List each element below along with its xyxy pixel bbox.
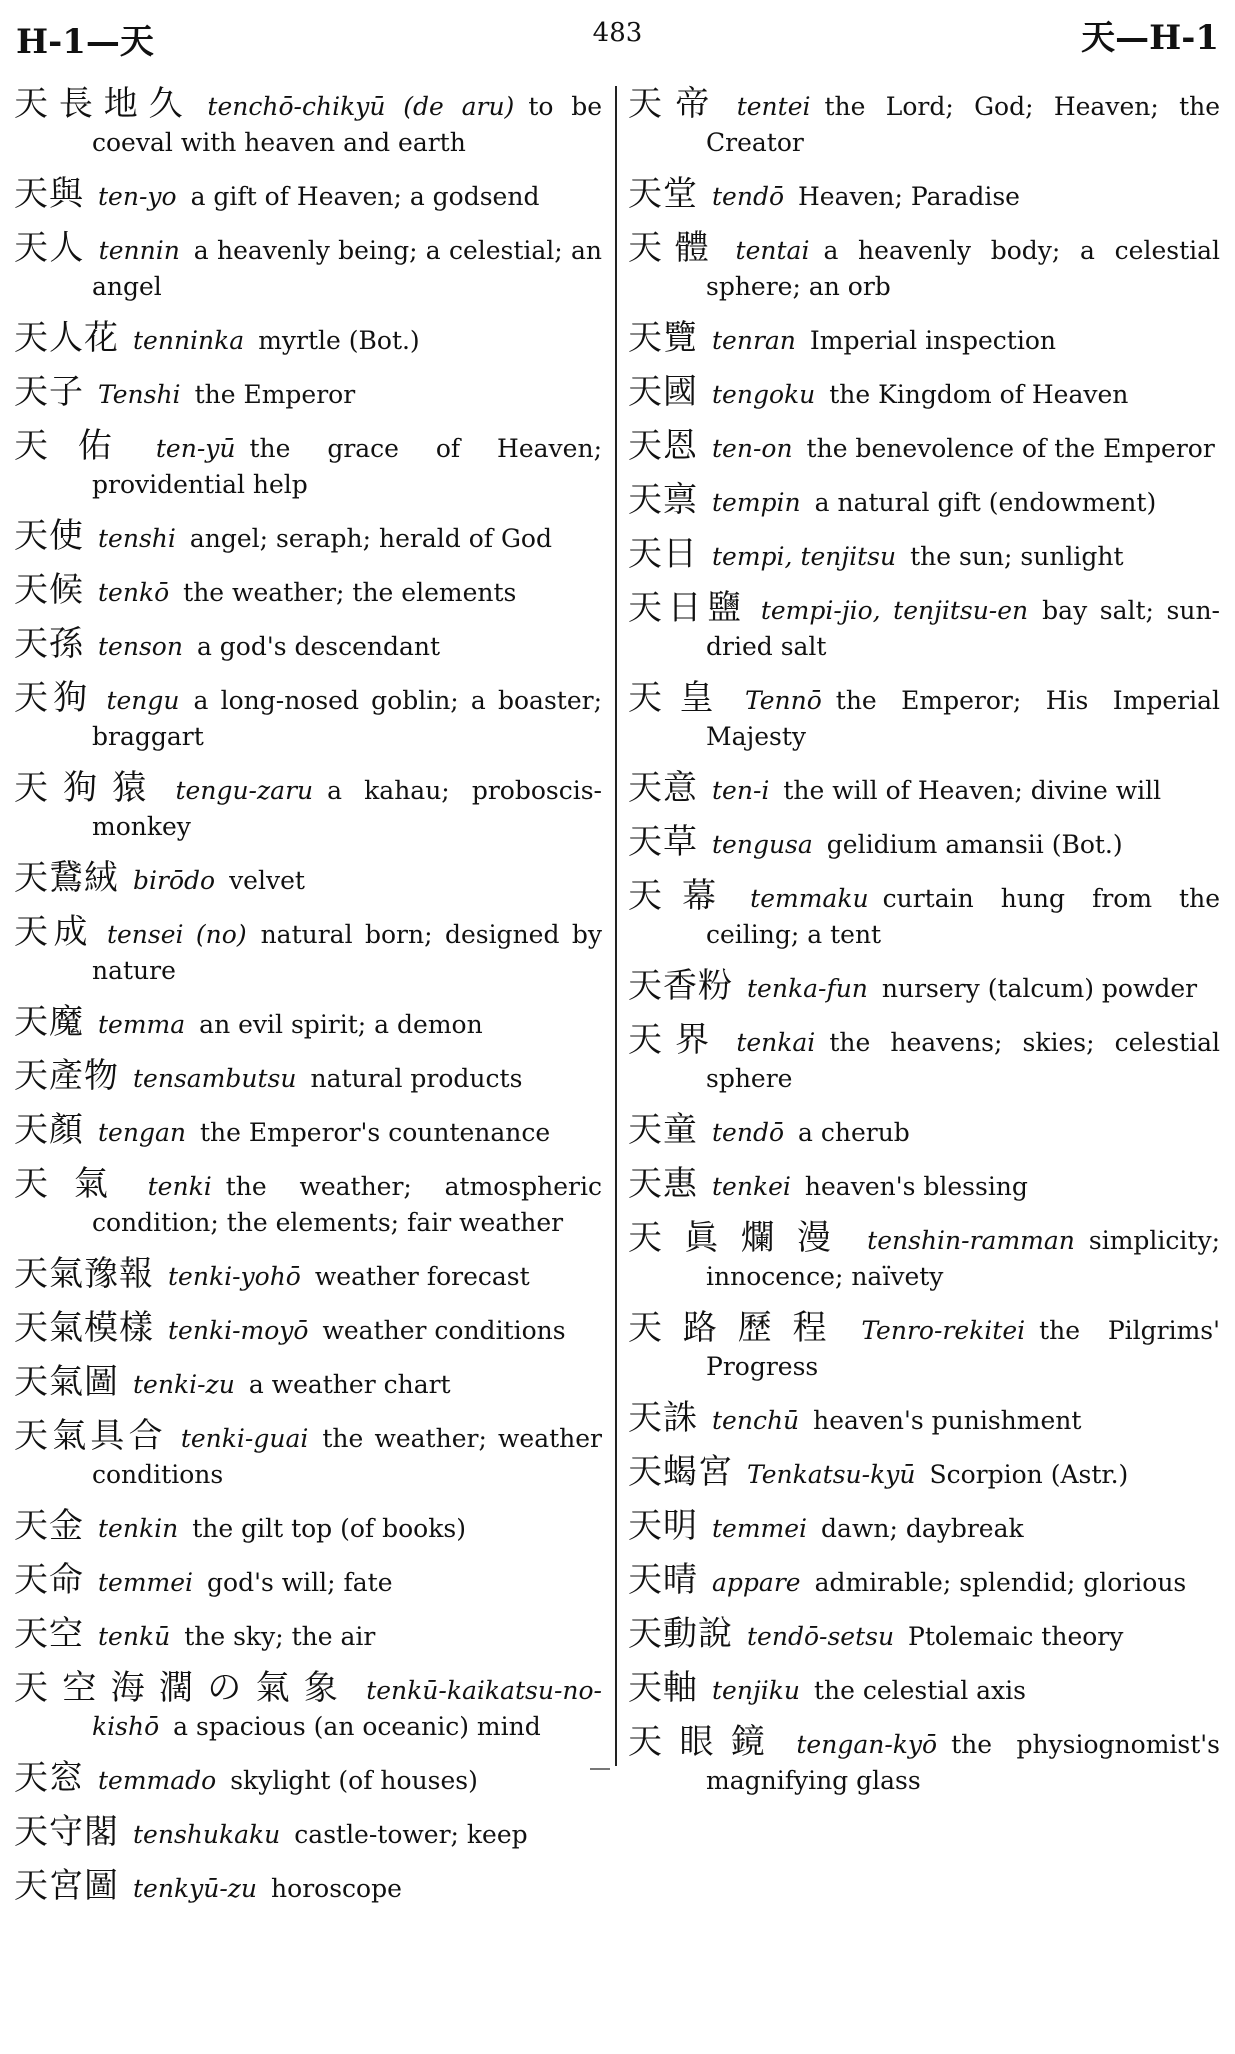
dictionary-entry: [628, 536, 1220, 575]
entry-romanization: tenkin: [98, 1514, 179, 1543]
entry-headword: 天草: [628, 822, 698, 862]
entry-definition: Ptolemaic theory: [908, 1622, 1124, 1651]
dictionary-entry: [14, 1814, 602, 1853]
entry-headword: 天體: [628, 228, 722, 268]
entry-headword: 天使: [14, 516, 84, 556]
entry-headword: 天動說: [628, 1614, 733, 1654]
entry-headword: 天覽: [628, 318, 698, 358]
dictionary-entry: [628, 878, 1220, 953]
dictionary-entry: [14, 1310, 602, 1349]
entry-definition: a cherub: [798, 1118, 910, 1147]
entry-romanization: ten-yo: [98, 182, 177, 211]
entry-romanization: tengu-zaru: [175, 776, 314, 805]
entry-romanization: tengoku: [712, 380, 816, 409]
entry-romanization: tenki-moyō: [168, 1316, 309, 1345]
entry-definition: natural born; designed by nature: [92, 920, 603, 985]
entry-definition: horoscope: [271, 1874, 402, 1903]
entry-definition: the gilt top (of books): [192, 1514, 466, 1543]
entry-definition: the weather; atmospheric condition; the elements; fair weather: [92, 1172, 603, 1237]
entry-headword: 天香粉: [628, 966, 733, 1006]
entry-definition: the Emperor: [194, 380, 356, 409]
entry-headword: 天魔: [14, 1002, 84, 1042]
dictionary-entry: [14, 176, 602, 215]
entry-headword: 天眼鏡: [628, 1722, 783, 1762]
entry-romanization: tenki-zu: [133, 1370, 235, 1399]
dictionary-entry: [628, 1508, 1220, 1547]
entry-headword: 天與: [14, 174, 84, 214]
dictionary-entry: [628, 86, 1220, 161]
entry-romanization: tenkō: [98, 578, 170, 607]
running-head-left: H-1—天: [16, 22, 154, 62]
entry-romanization: tenninka: [133, 326, 245, 355]
left-column: [14, 86, 602, 1922]
page-header: [0, 0, 1235, 80]
entry-definition: the physiognomist's magnifying glass: [706, 1730, 1220, 1795]
entry-headword: 天堂: [628, 174, 698, 214]
entry-definition: the Kingdom of Heaven: [829, 380, 1129, 409]
entry-definition: heaven's punishment: [813, 1406, 1082, 1435]
entry-romanization: tempi-jio, tenjitsu-en: [760, 596, 1029, 625]
entry-definition: the Pilgrims' Progress: [706, 1316, 1221, 1381]
dictionary-entry: [14, 572, 602, 611]
entry-romanization: Tenkatsu-kyū: [747, 1460, 916, 1489]
dictionary-entry: [628, 1670, 1220, 1709]
entry-romanization: tenchū: [712, 1406, 800, 1435]
entry-headword: 天狗猿: [14, 768, 162, 808]
entry-headword: 天惠: [628, 1164, 698, 1204]
entry-definition: the weather; the elements: [183, 578, 517, 607]
dictionary-entry: [14, 1112, 602, 1151]
entry-definition: the benevolence of the Emperor: [806, 434, 1215, 463]
entry-definition: Scorpion (Astr.): [929, 1460, 1129, 1489]
entry-headword: 天日鹽: [628, 588, 747, 628]
entry-definition: gelidium amansii (Bot.): [826, 830, 1123, 859]
dictionary-entry: [14, 1562, 602, 1601]
entry-definition: an evil spirit; a demon: [199, 1010, 483, 1039]
dictionary-entry: [628, 320, 1220, 359]
entry-romanization: Tennō: [744, 686, 822, 715]
entry-headword: 天長地久: [14, 84, 194, 124]
entry-definition: weather conditions: [322, 1316, 566, 1345]
entry-definition: a weather chart: [248, 1370, 451, 1399]
dictionary-entry: [14, 1058, 602, 1097]
entry-romanization: tempi, tenjitsu: [712, 542, 897, 571]
entry-romanization: tenshukaku: [133, 1820, 281, 1849]
dictionary-entry: [14, 1418, 602, 1493]
dictionary-entry: [14, 770, 602, 845]
dictionary-entry: [14, 1868, 602, 1907]
entry-definition: a kahau; proboscis-monkey: [92, 776, 603, 841]
entry-headword: 天子: [14, 372, 84, 412]
entry-romanization: tenki: [147, 1172, 212, 1201]
entry-definition: the weather; weather conditions: [92, 1424, 603, 1489]
entry-definition: dawn; daybreak: [821, 1514, 1024, 1543]
page-number: 483: [592, 18, 643, 48]
entry-headword: 天窓: [14, 1758, 84, 1798]
entry-romanization: tengan-kyō: [796, 1730, 938, 1759]
dictionary-entry: [628, 1562, 1220, 1601]
entry-headword: 天幕: [628, 876, 737, 916]
dictionary-entry: [14, 230, 602, 305]
entry-headword: 天孫: [14, 624, 84, 664]
entry-headword: 天人花: [14, 318, 119, 358]
entry-romanization: ten-i: [712, 776, 770, 805]
entry-definition: bay salt; sun-dried salt: [706, 596, 1220, 661]
entry-definition: a heavenly body; a celestial sphere; an orb: [706, 236, 1221, 301]
dictionary-entry: [628, 374, 1220, 413]
entry-headword: 天空: [14, 1614, 84, 1654]
entry-headword: 天明: [628, 1506, 698, 1546]
entry-definition: a heavenly being; a celestial; an angel: [92, 236, 603, 301]
entry-romanization: tenshin-ramman: [867, 1226, 1075, 1255]
dictionary-entry: [628, 680, 1220, 755]
entry-romanization: tennin: [98, 236, 180, 265]
entry-definition: natural products: [310, 1064, 523, 1093]
entry-headword: 天蝎宮: [628, 1452, 733, 1492]
entry-definition: curtain hung from the ceiling; a tent: [706, 884, 1220, 949]
entry-definition: the Emperor's countenance: [199, 1118, 551, 1147]
entry-romanization: temmei: [712, 1514, 808, 1543]
entry-headword: 天成: [14, 912, 93, 952]
entry-romanization: tenkei: [712, 1172, 791, 1201]
entry-romanization: tenjiku: [712, 1676, 800, 1705]
dictionary-entry: [14, 1616, 602, 1655]
entry-romanization: tenkyū-zu: [133, 1874, 258, 1903]
entry-definition: the celestial axis: [813, 1676, 1026, 1705]
dictionary-entry: [628, 1454, 1220, 1493]
dictionary-entry: [628, 968, 1220, 1007]
column-divider: [615, 86, 617, 1766]
entry-romanization: tenkū-kaikatsu-no-kishō: [92, 1676, 602, 1741]
entry-definition: a spacious (an oceanic) mind: [173, 1712, 541, 1741]
entry-romanization: Tenshi: [98, 380, 181, 409]
dictionary-entry: [14, 1760, 602, 1799]
dictionary-entry: [628, 1022, 1220, 1097]
footer-mark: [590, 1768, 610, 1770]
dictionary-entry: [14, 374, 602, 413]
dictionary-entry: [14, 86, 602, 161]
entry-definition: the sun; sunlight: [910, 542, 1124, 571]
entry-definition: admirable; splendid; glorious: [814, 1568, 1187, 1597]
entry-headword: 天金: [14, 1506, 84, 1546]
entry-definition: skylight (of houses): [230, 1766, 478, 1795]
entry-definition: the Emperor; His Imperial Majesty: [706, 686, 1221, 751]
entry-definition: weather forecast: [314, 1262, 530, 1291]
entry-romanization: tenki-guai: [180, 1424, 309, 1453]
dictionary-entry: [14, 1508, 602, 1547]
entry-romanization: tempin: [712, 488, 801, 517]
entry-headword: 天鵞絨: [14, 858, 119, 898]
entry-romanization: tendō: [712, 1118, 784, 1147]
entry-definition: a long-nosed goblin; a boaster; braggart: [92, 686, 602, 751]
entry-romanization: tenran: [712, 326, 796, 355]
entry-romanization: temmado: [98, 1766, 217, 1795]
entry-headword: 天誅: [628, 1398, 698, 1438]
entry-headword: 天命: [14, 1560, 84, 1600]
entry-romanization: tenkū: [98, 1622, 171, 1651]
entry-romanization: tenson: [98, 632, 183, 661]
entry-headword: 天眞爛漫: [628, 1218, 854, 1258]
entry-headword: 天禀: [628, 480, 698, 520]
dictionary-entry: [628, 1220, 1220, 1295]
entry-romanization: tengan: [98, 1118, 186, 1147]
dictionary-entry: [628, 230, 1220, 305]
entry-romanization: Tenro-rekitei: [861, 1316, 1026, 1345]
entry-definition: castle-tower; keep: [294, 1820, 528, 1849]
entry-definition: Heaven; Paradise: [798, 182, 1020, 211]
entry-definition: simplicity; innocence; naïvety: [706, 1226, 1220, 1291]
entry-headword: 天氣豫報: [14, 1254, 154, 1294]
dictionary-entry: [628, 1400, 1220, 1439]
entry-headword: 天國: [628, 372, 698, 412]
entry-romanization: tendō: [712, 182, 784, 211]
entry-headword: 天顏: [14, 1110, 84, 1150]
entry-definition: heaven's blessing: [804, 1172, 1028, 1201]
entry-definition: nursery (talcum) powder: [881, 974, 1198, 1003]
entry-headword: 天晴: [628, 1560, 698, 1600]
dictionary-entry: [628, 590, 1220, 665]
dictionary-entry: [628, 1166, 1220, 1205]
entry-romanization: tengusa: [712, 830, 813, 859]
entry-romanization: tengu: [106, 686, 180, 715]
entry-headword: 天路歷程: [628, 1308, 848, 1348]
entry-definition: angel; seraph; herald of God: [189, 524, 552, 553]
entry-romanization: tensei (no): [106, 920, 247, 949]
entry-definition: the grace of Heaven; providential help: [92, 434, 602, 499]
entry-definition: to be coeval with heaven and earth: [92, 92, 603, 157]
entry-headword: 天恩: [628, 426, 698, 466]
dictionary-entry: [628, 482, 1220, 521]
entry-romanization: birōdo: [133, 866, 216, 895]
entry-headword: 天童: [628, 1110, 698, 1150]
entry-romanization: appare: [712, 1568, 801, 1597]
entry-headword: 天佑: [14, 426, 142, 466]
dictionary-entry: [14, 518, 602, 557]
entry-definition: a natural gift (endowment): [814, 488, 1157, 517]
entry-headword: 天帝: [628, 84, 723, 124]
entry-headword: 天人: [14, 228, 85, 268]
entry-romanization: ten-on: [712, 434, 793, 463]
entry-headword: 天氣圖: [14, 1362, 119, 1402]
entry-headword: 天空海濶の氣象: [14, 1668, 353, 1708]
dictionary-entry: [628, 428, 1220, 467]
dictionary-entry: [628, 770, 1220, 809]
running-head-right: 天—H-1: [1081, 18, 1219, 58]
entry-romanization: temmaku: [750, 884, 869, 913]
dictionary-entry: [14, 1256, 602, 1295]
entry-headword: 天氣: [14, 1164, 134, 1204]
entry-headword: 天界: [628, 1020, 723, 1060]
dictionary-entry: [14, 1364, 602, 1403]
entry-headword: 天皇: [628, 678, 731, 718]
dictionary-entry: [14, 1166, 602, 1241]
entry-headword: 天日: [628, 534, 698, 574]
dictionary-entry: [628, 1616, 1220, 1655]
entry-definition: the sky; the air: [184, 1622, 376, 1651]
entry-headword: 天宮圖: [14, 1866, 119, 1906]
entry-definition: velvet: [229, 866, 305, 895]
entry-romanization: tenkai: [736, 1028, 816, 1057]
entry-definition: god's will; fate: [207, 1568, 393, 1597]
entry-headword: 天守閣: [14, 1812, 119, 1852]
right-column: [628, 86, 1220, 1814]
dictionary-entry: [14, 1004, 602, 1043]
entry-headword: 天候: [14, 570, 84, 610]
entry-romanization: tendō-setsu: [747, 1622, 895, 1651]
dictionary-entry: [628, 1310, 1220, 1385]
dictionary-entry: [628, 824, 1220, 863]
entry-romanization: tenka-fun: [747, 974, 868, 1003]
entry-romanization: temmei: [98, 1568, 194, 1597]
dictionary-entry: [628, 176, 1220, 215]
dictionary-entry: [628, 1112, 1220, 1151]
entry-definition: myrtle (Bot.): [258, 326, 420, 355]
entry-romanization: tentai: [735, 236, 810, 265]
dictionary-entry: [14, 626, 602, 665]
entry-definition: the Lord; God; Heaven; the Creator: [706, 92, 1221, 157]
dictionary-entry: [14, 320, 602, 359]
dictionary-entry: [14, 1670, 602, 1745]
entry-romanization: tenchō-chikyū (de aru): [207, 92, 515, 121]
entry-romanization: tenki-yohō: [168, 1262, 301, 1291]
entry-headword: 天軸: [628, 1668, 698, 1708]
dictionary-entry: [628, 1724, 1220, 1799]
entry-romanization: tensambutsu: [133, 1064, 297, 1093]
dictionary-entry: [14, 680, 602, 755]
entry-definition: the will of Heaven; divine will: [783, 776, 1162, 805]
dictionary-entry: [14, 914, 602, 989]
entry-romanization: ten-yū: [155, 434, 236, 463]
entry-romanization: temma: [98, 1010, 186, 1039]
entry-headword: 天氣模樣: [14, 1308, 154, 1348]
entry-definition: Imperial inspection: [809, 326, 1056, 355]
entry-headword: 天意: [628, 768, 698, 808]
entry-headword: 天產物: [14, 1056, 119, 1096]
entry-romanization: tenshi: [98, 524, 176, 553]
entry-definition: the heavens; skies; celestial sphere: [706, 1028, 1220, 1093]
dictionary-entry: [14, 428, 602, 503]
entry-definition: a god's descendant: [196, 632, 441, 661]
entry-headword: 天狗: [14, 678, 93, 718]
entry-headword: 天氣具合: [14, 1416, 167, 1456]
entry-definition: a gift of Heaven; a godsend: [190, 182, 540, 211]
dictionary-entry: [14, 860, 602, 899]
entry-romanization: tentei: [736, 92, 811, 121]
